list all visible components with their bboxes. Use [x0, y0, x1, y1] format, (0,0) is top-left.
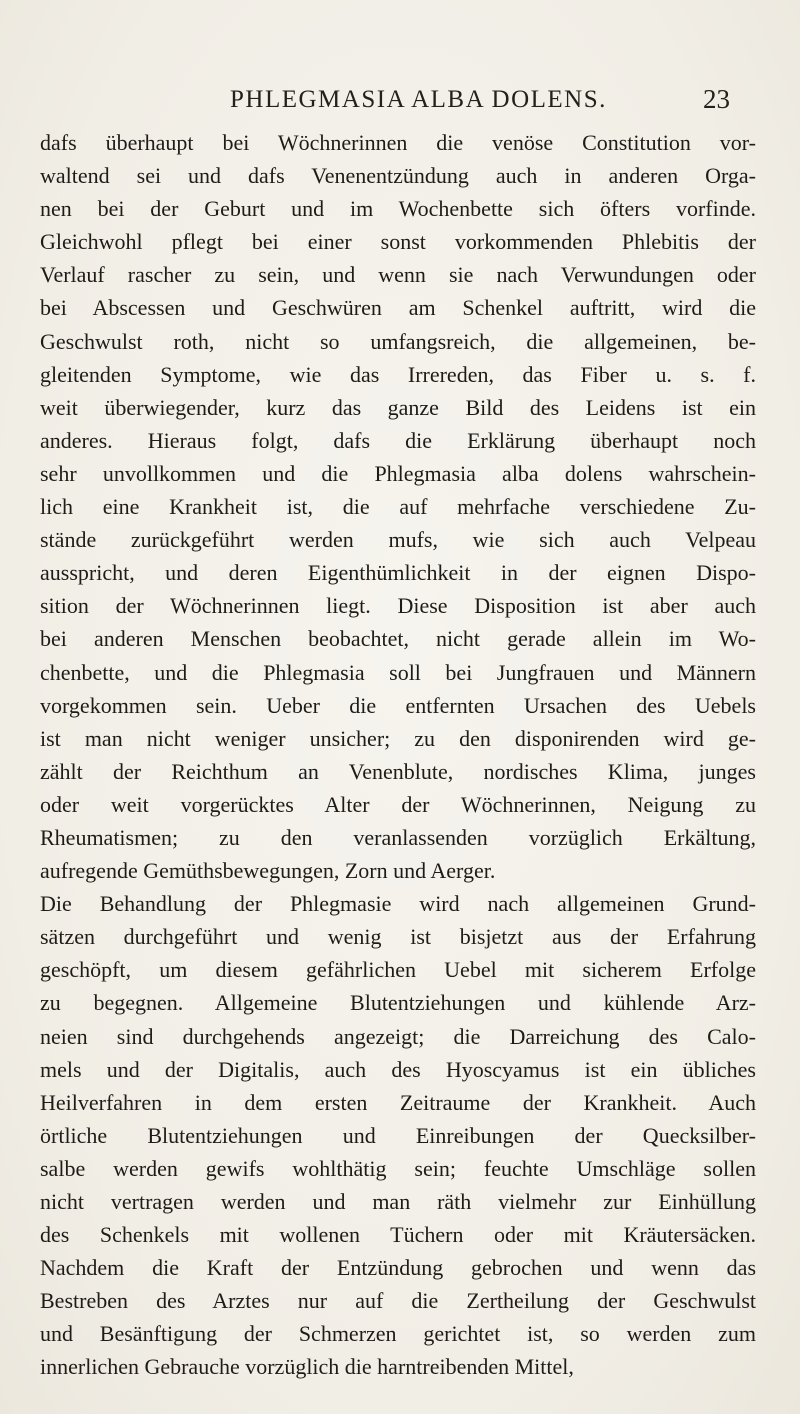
text-line: chenbette, und die Phlegmasia soll bei Jungfrauen und Männern — [40, 659, 756, 685]
text-line: bei anderen Menschen beobachtet, nicht gerade allein im Wo- — [40, 626, 756, 652]
text-line: Verlauf rascher zu sein, und wenn sie nach Verwundungen oder — [40, 262, 756, 288]
text-line: des Schenkels mit wollenen Tüchern oder mit Kräutersäcken. — [40, 1222, 756, 1248]
text-line: neien sind durchgehends angezeigt; die Darreichung des Calo- — [40, 1023, 756, 1049]
text-line: örtliche Blutentziehungen und Einreibungen der Quecksilber- — [40, 1122, 756, 1148]
text-line: zu begegnen. Allgemeine Blutentziehungen und kühlende Arz- — [40, 990, 756, 1016]
text-line: ausspricht, und deren Eigenthümlichkeit in der eignen Dispo- — [40, 560, 756, 586]
text-line: innerlichen Gebrauche vorzüglich die harntreibenden Mittel, — [40, 1354, 574, 1380]
text-line: Geschwulst roth, nicht so umfangsreich, die allgemeinen, be- — [40, 328, 756, 354]
text-line: stände zurückgeführt werden mufs, wie sich auch Velpeau — [40, 527, 756, 553]
text-line: oder weit vorgerücktes Alter der Wöchnerinnen, Neigung zu — [40, 791, 756, 817]
text-line: zählt der Reichthum an Venenblute, nordisches Klima, junges — [40, 758, 756, 784]
running-title: PHLEGMASIA ALBA DOLENS. — [230, 86, 607, 113]
text-line: waltend sei und dafs Venenentzündung auch in anderen Orga- — [40, 163, 756, 189]
text-line: bei Abscessen und Geschwüren am Schenkel auftritt, wird die — [40, 295, 756, 321]
text-line: sehr unvollkommen und die Phlegmasia alba dolens wahrschein- — [40, 460, 756, 486]
text-line: Bestreben des Arztes nur auf die Zertheilung der Geschwulst — [40, 1288, 756, 1314]
body-text — [40, 126, 756, 1384]
text-line: Heilverfahren in dem ersten Zeitraume der Krankheit. Auch — [40, 1089, 756, 1115]
text-line: anderes. Hieraus folgt, dafs die Erklärung überhaupt noch — [40, 427, 756, 453]
text-line: sätzen durchgeführt und wenig ist bisjetzt aus der Erfahrung — [40, 924, 756, 950]
text-line: ist man nicht weniger unsicher; zu den disponirenden wird ge- — [40, 725, 756, 751]
text-line: Gleichwohl pflegt bei einer sonst vorkommenden Phlebitis der — [40, 229, 756, 255]
text-line: gleitenden Symptome, wie das Irrereden, das Fiber u. s. f. — [40, 361, 756, 387]
text-line: nicht vertragen werden und man räth vielmehr zur Einhüllung — [40, 1189, 756, 1214]
text-line: salbe werden gewifs wohlthätig sein; feuchte Umschläge sollen — [40, 1155, 756, 1181]
text-line: nen bei der Geburt und im Wochenbette sich öfters vorfinde. — [40, 196, 756, 222]
text-line: vorgekommen sein. Ueber die entfernten Ursachen des Uebels — [40, 692, 756, 718]
text-line: sition der Wöchnerinnen liegt. Diese Disposition ist aber auch — [40, 593, 756, 619]
text-line: Die Behandlung der Phlegmasie wird nach allgemeinen Grund- — [40, 891, 756, 917]
text-line: dafs überhaupt bei Wöchnerinnen die venöse Constitution vor- — [40, 130, 756, 155]
text-line: Nachdem die Kraft der Entzündung gebrochen und wenn das — [40, 1255, 756, 1281]
text-line: geschöpft, um diesem gefährlichen Uebel mit sicherem Erfolge — [40, 957, 756, 983]
text-line: weit überwiegender, kurz das ganze Bild des Leidens ist ein — [40, 394, 756, 420]
text-line: und Besänftigung der Schmerzen gerichtet ist, so werden zum — [40, 1321, 756, 1347]
page-number: 23 — [703, 84, 730, 114]
text-line: mels und der Digitalis, auch des Hyoscyamus ist ein übliches — [40, 1056, 756, 1082]
running-header — [0, 86, 800, 120]
text-line: lich eine Krankheit ist, die auf mehrfache verschiedene Zu- — [40, 494, 756, 520]
text-line: aufregende Gemüthsbewegungen, Zorn und Aerger. — [40, 858, 496, 884]
text-line: Rheumatismen; zu den veranlassenden vorzüglich Erkältung, — [40, 824, 756, 850]
